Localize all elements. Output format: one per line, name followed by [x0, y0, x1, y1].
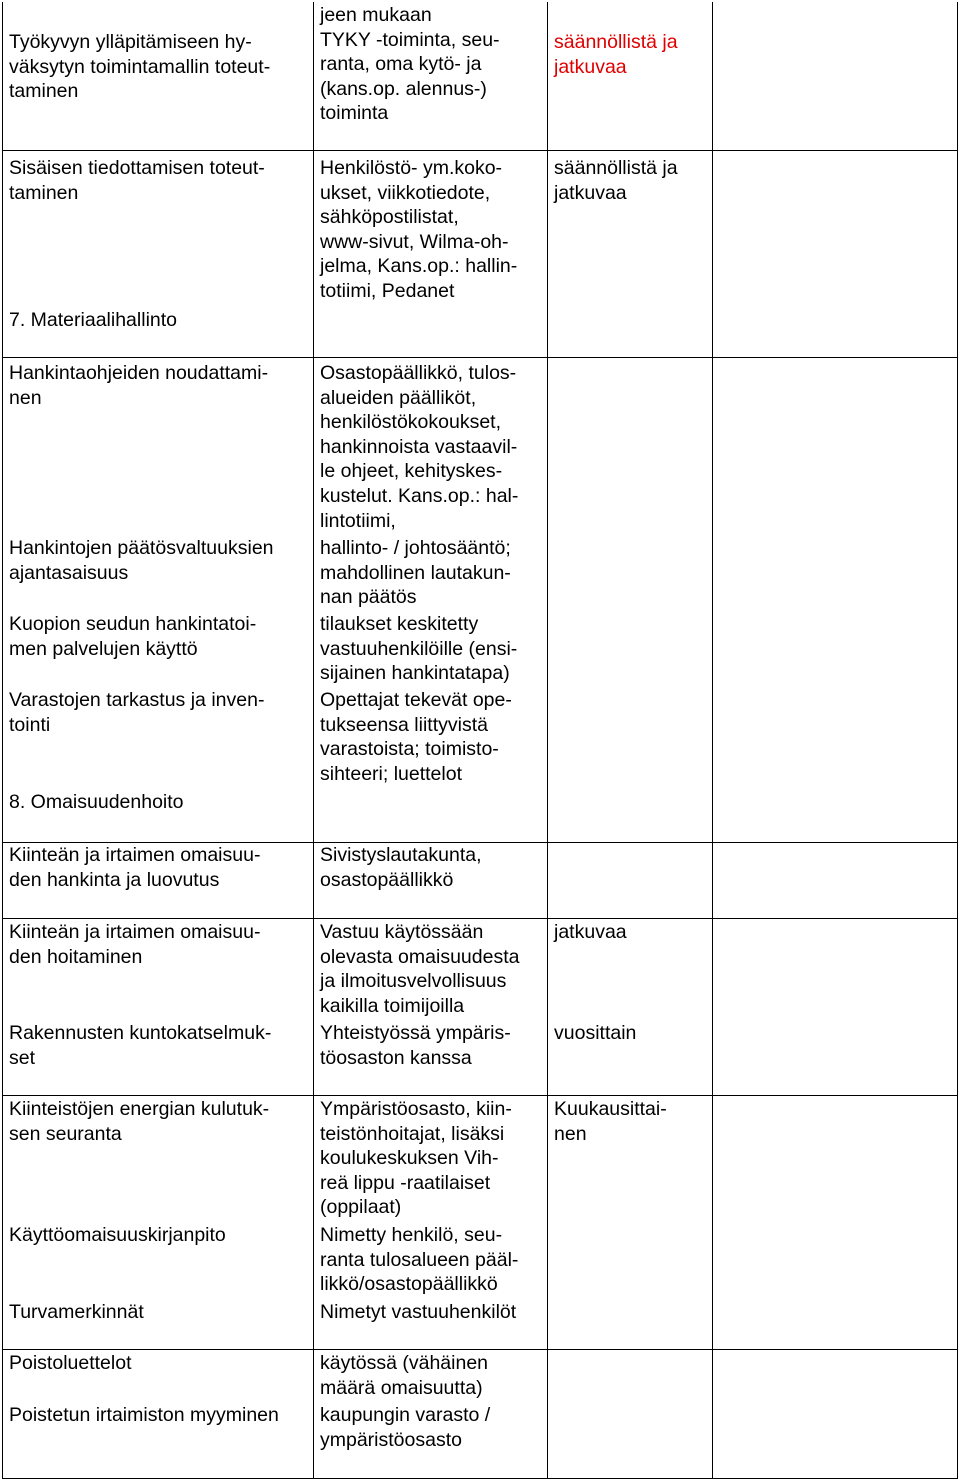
table-border-right [957, 2, 958, 1479]
cell-control-target: Sisäisen tiedottamisen toteut- taminen [9, 157, 265, 204]
cell-schedule: säännöllistä ja jatkuvaa [554, 157, 678, 204]
cell-control-target: Kiinteän ja irtaimen omaisuu- den hoitaminen [9, 921, 261, 968]
cell-control-target: Poistetun irtaimiston myyminen [9, 1404, 279, 1426]
cell-control-target: Käyttöomaisuuskirjanpito [9, 1224, 226, 1246]
table-border-left [2, 2, 3, 1479]
column-divider-3 [712, 2, 713, 1479]
cell-control-target: Kiinteistöjen energian kulutuk- sen seuranta [9, 1098, 270, 1145]
cell-control-target: Kiinteän ja irtaimen omaisuu- den hankinta ja luovutus [9, 844, 261, 891]
table-border-bottom [2, 1478, 958, 1479]
cell-responsibility: Ympäristöosasto, kiin- teistönhoitajat, lisäksi koulukeskuksen Vih- reä lippu -raatilaiset (oppilaat) [320, 1098, 512, 1219]
cell-responsibility: Sivistyslautakunta, osastopäällikkö [320, 844, 482, 891]
cell-control-target: Poistoluettelot [9, 1352, 132, 1374]
cell-responsibility: jeen mukaan TYKY -toiminta, seu- ranta, oma kytö- ja (kans.op. alennus-) toiminta [320, 4, 500, 125]
column-divider-1 [313, 2, 314, 1479]
column-divider-2 [547, 2, 548, 1479]
cell-control-target: Turvamerkinnät [9, 1301, 144, 1323]
cell-control-target: Hankintojen päätösvaltuuksien ajantasaisuus [9, 537, 274, 584]
cell-responsibility: Osastopäällikkö, tulos- alueiden päälliköt, henkilöstökokoukset, hankinnoista vastaavil- le ohjeet, kehityskes- kustelut. Kans.op.: hal- lintotiimi, [320, 362, 519, 532]
cell-control-target: Varastojen tarkastus ja inven- tointi [9, 689, 265, 736]
cell-responsibility: Vastuu käytössään olevasta omaisuudesta ja ilmoitusvelvollisuus kaikilla toimijoilla [320, 921, 520, 1017]
row-divider [2, 1095, 958, 1096]
cell-responsibility: Opettajat tekevät ope- tukseensa liittyvistä varastoista; toimisto- sihteeri; luettelot [320, 689, 512, 785]
cell-responsibility: Nimetty henkilö, seu- ranta tulosalueen pääl- likkö/osastopäällikkö [320, 1224, 519, 1296]
cell-responsibility: Yhteistyössä ympäris- töosaston kanssa [320, 1022, 511, 1069]
cell-control-target: Hankintaohjeiden noudattami- nen [9, 362, 269, 409]
cell-control-target: Rakennusten kuntokatselmuk- set [9, 1022, 272, 1069]
cell-schedule: Kuukausittai- nen [554, 1098, 667, 1145]
cell-control-target: Työkyvyn ylläpitämiseen hy- väksytyn toimintamallin toteut- taminen [9, 31, 271, 103]
cell-responsibility: Nimetyt vastuuhenkilöt [320, 1301, 517, 1323]
cell-schedule: jatkuvaa [554, 921, 627, 943]
row-divider [2, 918, 958, 919]
cell-control-target: Kuopion seudun hankintatoi- men palvelujen käyttö [9, 613, 257, 660]
row-divider [2, 1349, 958, 1350]
cell-responsibility: Henkilöstö- ym.koko- ukset, viikkotiedote, sähköpostilistat, www-sivut, Wilma-oh- jelma, Kans.op.: hallin- totiimi, Pedanet [320, 157, 518, 302]
section-heading: 7. Materiaalihallinto [9, 309, 178, 331]
section-heading: 8. Omaisuudenhoito [9, 791, 184, 813]
cell-responsibility: kaupungin varasto / ympäristöosasto [320, 1404, 491, 1451]
cell-responsibility: tilaukset keskitetty vastuuhenkilöille (ensi- sijainen hankintatapa) [320, 613, 518, 685]
row-divider [2, 357, 958, 358]
cell-schedule: vuosittain [554, 1022, 637, 1044]
cell-responsibility: hallinto- / johtosääntö; mahdollinen lautakun- nan päätös [320, 537, 511, 609]
cell-schedule: säännöllistä ja jatkuvaa [554, 31, 678, 78]
cell-responsibility: käytössä (vähäinen määrä omaisuutta) [320, 1352, 489, 1399]
row-divider [2, 150, 958, 151]
